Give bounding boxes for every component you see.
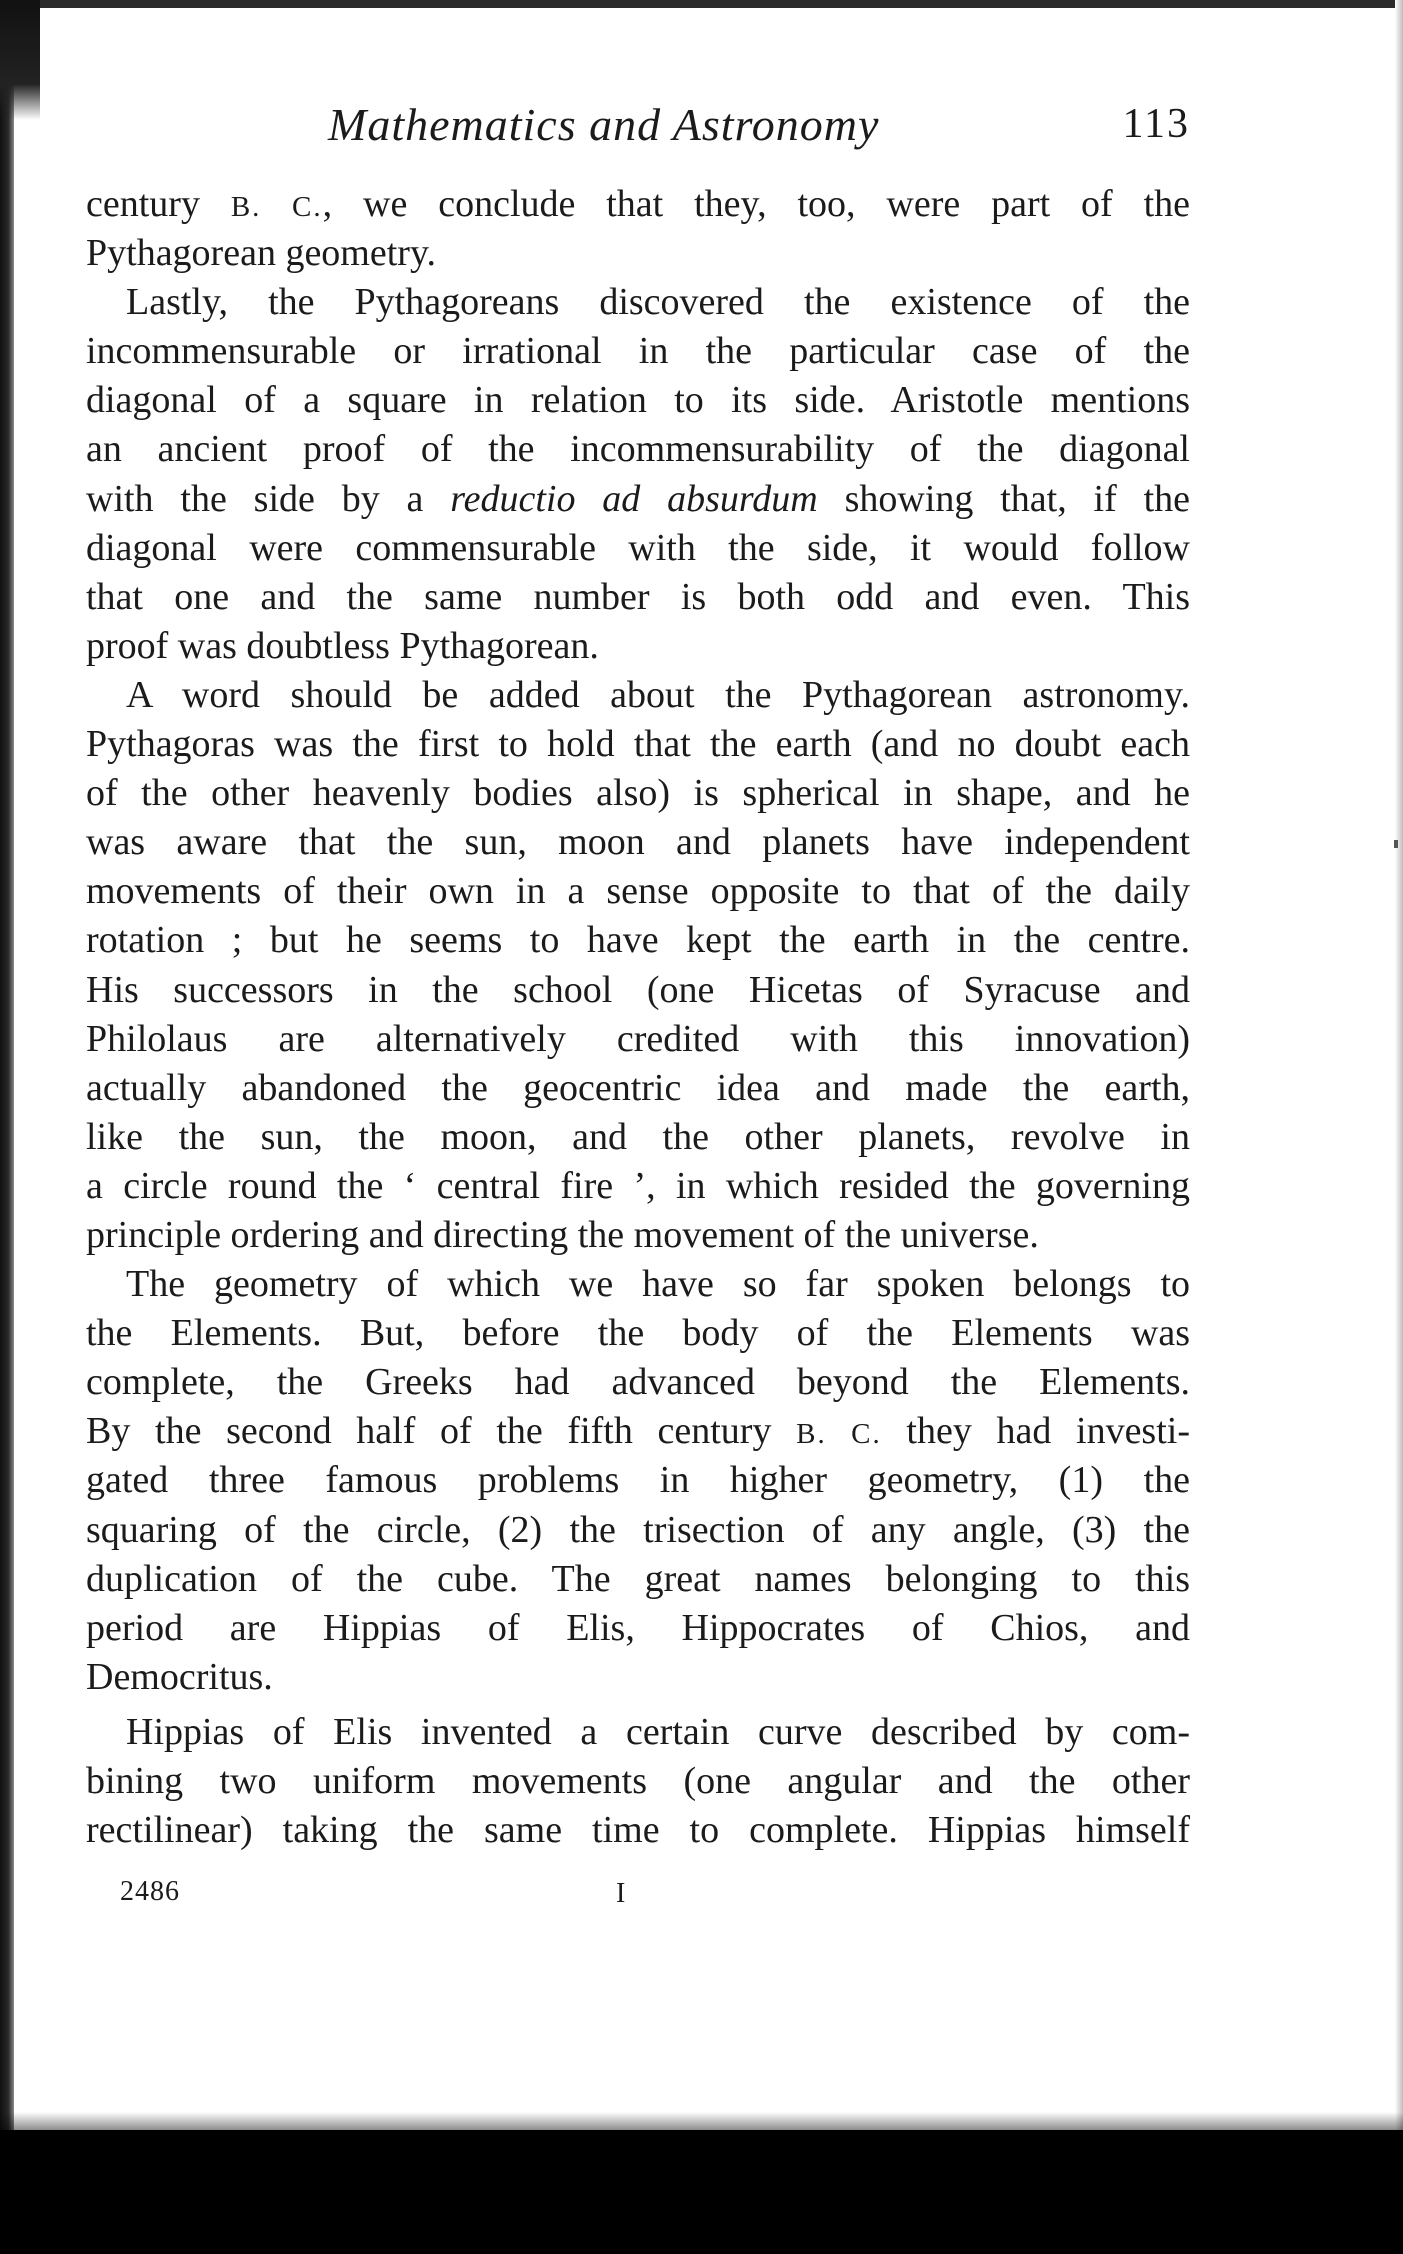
page-footer: [120, 1876, 720, 1916]
text-run: Pythagorean geometry.: [86, 232, 436, 275]
text-run: century: [86, 183, 231, 225]
text-line: [86, 1653, 1190, 1702]
text-run: that one and the same number is both odd and even. This: [86, 575, 1190, 618]
text-run: principle ordering and directing the movement of the universe.: [86, 1213, 1039, 1256]
text-run: showing that, if the: [817, 477, 1191, 520]
scan-border-right: [1395, 0, 1403, 2140]
text-run: rotation ; but he seems to have kept the earth in the centre.: [86, 919, 1190, 962]
text-line: [86, 916, 1190, 965]
text-line: [86, 1211, 1190, 1260]
text-line: [86, 573, 1190, 622]
text-run: Lastly, the Pythagoreans discovered the existence of the: [126, 281, 1190, 324]
text-run: Pythagoras was the first to hold that the earth (and no doubt each: [86, 723, 1190, 766]
body-text: [86, 180, 1190, 1855]
text-line: [86, 1015, 1190, 1064]
text-run: The geometry of which we have so far spoken belongs to: [126, 1263, 1190, 1306]
text-line: [86, 1757, 1190, 1806]
text-line: [86, 1506, 1190, 1555]
text-line: [86, 327, 1190, 376]
text-run: actually abandoned the geocentric idea and made the earth,: [86, 1066, 1190, 1109]
text-line: [86, 1456, 1190, 1505]
text-line: [86, 425, 1190, 474]
text-run: they had investi-: [881, 1410, 1190, 1453]
text-line: [86, 671, 1190, 720]
text-run: like the sun, the moon, and the other planets, revolve in: [86, 1115, 1190, 1158]
text-line: [86, 1162, 1190, 1211]
text-line: [86, 1113, 1190, 1162]
text-run: diagonal of a square in relation to its side. Aristotle mentions: [86, 379, 1190, 422]
text-line: [86, 867, 1190, 916]
text-line: [86, 622, 1190, 671]
text-line: [86, 1806, 1190, 1855]
text-line: [86, 524, 1190, 573]
text-line: [86, 1407, 1190, 1456]
text-line: [86, 1358, 1190, 1407]
text-run: By the second half of the fifth century: [86, 1410, 797, 1453]
text-line: [86, 278, 1190, 327]
text-run: Philolaus are alternatively credited with this innovation): [86, 1017, 1190, 1060]
text-run: , we conclude that they, too, were part of the: [322, 183, 1191, 225]
text-line: [86, 1555, 1190, 1604]
text-line: [86, 818, 1190, 867]
small-caps-run: B. C.: [230, 191, 323, 223]
text-line: [86, 1064, 1190, 1113]
text-run: gated three famous problems in higher geometry, (1) the: [86, 1459, 1190, 1502]
text-line: [86, 1604, 1190, 1653]
text-run: incommensurable or irrational in the particular case of the: [86, 330, 1190, 373]
text-run: proof was doubtless Pythagorean.: [86, 624, 599, 667]
text-run: complete, the Greeks had advanced beyond the Elements.: [86, 1361, 1190, 1404]
text-run: with the side by a: [86, 477, 451, 520]
signature-mark: 2486: [120, 1876, 180, 1907]
small-caps-run: B. C.: [796, 1418, 882, 1451]
italic-run: reductio ad absurdum: [450, 477, 818, 520]
text-line: [86, 1309, 1190, 1358]
scan-shadow-corner: [0, 0, 40, 120]
text-line: [86, 720, 1190, 769]
text-line: [86, 769, 1190, 818]
text-run: His successors in the school (one Hicetas of Syracuse and: [86, 968, 1190, 1011]
scan-speck: [1394, 840, 1398, 848]
scan-border-top: [0, 0, 1403, 8]
text-run: the Elements. But, before the body of the Elements was: [86, 1312, 1190, 1355]
scan-border-bottom: [0, 2130, 1403, 2254]
text-run: Hippias of Elis invented a certain curve described by com-: [126, 1710, 1190, 1753]
text-run: movements of their own in a sense opposite to that of the daily: [86, 870, 1190, 913]
text-line: [86, 966, 1190, 1015]
text-run: of the other heavenly bodies also) is spherical in shape, and he: [86, 772, 1190, 815]
text-line: [86, 376, 1190, 425]
text-run: an ancient proof of the incommensurability of the diagonal: [86, 428, 1190, 471]
text-run: squaring of the circle, (2) the trisection of any angle, (3) the: [86, 1508, 1190, 1551]
text-run: was aware that the sun, moon and planets have independent: [86, 821, 1190, 864]
text-line: [86, 1260, 1190, 1309]
text-run: rectilinear) taking the same time to complete. Hippias himself: [86, 1809, 1190, 1852]
text-line: [86, 475, 1190, 524]
text-run: a circle round the ‘ central fire ’, in which resided the governing: [86, 1164, 1190, 1207]
text-run: A word should be added about the Pythagorean astronomy.: [126, 673, 1190, 716]
text-run: duplication of the cube. The great names belonging to this: [86, 1557, 1190, 1600]
page-number: 113: [1122, 101, 1190, 147]
text-line: [86, 180, 1190, 229]
scan-border-left: [0, 0, 14, 2254]
text-line: [86, 229, 1190, 278]
text-run: bining two uniform movements (one angular and the other: [86, 1760, 1190, 1802]
running-head: [86, 98, 1190, 158]
running-title: Mathematics and Astronomy: [328, 99, 880, 150]
text-line: [86, 1708, 1190, 1757]
text-run: Democritus.: [86, 1655, 273, 1698]
text-run: period are Hippias of Elis, Hippocrates of Chios, and: [86, 1606, 1190, 1649]
text-run: diagonal were commensurable with the side, it would follow: [86, 526, 1190, 569]
signature-letter: I: [616, 1878, 626, 1909]
